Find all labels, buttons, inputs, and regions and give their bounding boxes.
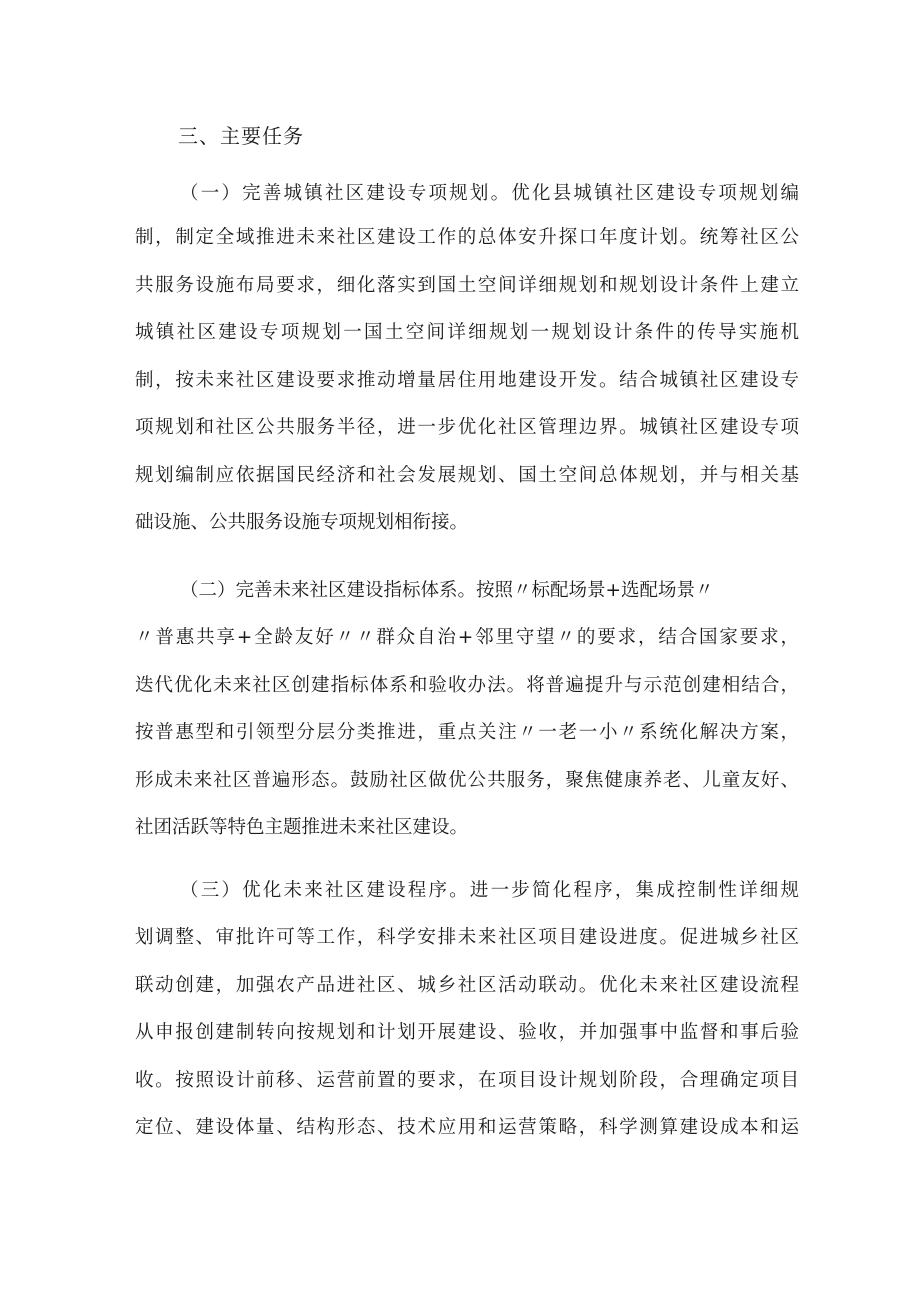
paragraph-line: 定位、建设体量、结构形态、技术应用和运营策略，科学测算建设成本和运 — [135, 1117, 799, 1138]
paragraph-line: 社团活跃等特色主题推进未来社区建设。 — [135, 817, 469, 838]
paragraph-line: 形成未来社区普遍形态。鼓励社区做优公共服务，聚焦健康养老、儿童友好、 — [135, 770, 799, 791]
paragraph-line: 按普惠型和引领型分层分类推进，重点关注〃一老一小〃系统化解决方案， — [135, 722, 799, 743]
paragraph-line: 从申报创建制转向按规划和计划开展建设、验收，并加强事中监督和事后验 — [135, 1022, 799, 1043]
paragraph-line: 共服务设施布局要求，细化落实到国土空间详细规划和规划设计条件上建立 — [135, 275, 799, 296]
paragraph-line: 迭代优化未来社区创建指标体系和验收办法。将普遍提升与示范创建相结合， — [135, 675, 799, 696]
paragraph-line: 制，按未来社区建设要求推动增量居住用地建设开发。结合城镇社区建设专 — [135, 370, 799, 391]
paragraph-line: 〃普惠共享+全龄友好〃〃群众自治+邻里守望〃的要求，结合国家要求， — [135, 627, 799, 648]
paragraph-line: 联动创建，加强农产品进社区、城乡社区活动联动。优化未来社区建设流程 — [135, 975, 799, 996]
paragraph-line: （三）优化未来社区建设程序。进一步简化程序，集成控制性详细规 — [180, 880, 799, 901]
paragraph-line: 划调整、审批许可等工作，科学安排未来社区项目建设进度。促进城乡社区 — [135, 927, 799, 948]
paragraph-line: （一）完善城镇社区建设专项规划。优化县城镇社区建设专项规划编 — [180, 183, 799, 204]
paragraph-line: 制，制定全域推进未来社区建设工作的总体安升探口年度计划。统筹社区公 — [135, 227, 799, 248]
paragraph-line: 础设施、公共服务设施专项规划相衔接。 — [135, 512, 469, 533]
paragraph-line: 收。按照设计前移、运营前置的要求，在项目设计规划阶段，合理确定项目 — [135, 1070, 799, 1091]
paragraph-line: 项规划和社区公共服务半径，进一步优化社区管理边界。城镇社区建设专项 — [135, 417, 799, 438]
section-heading: 三、主要任务 — [178, 124, 304, 148]
paragraph-line: 城镇社区建设专项规划一国土空间详细规划一规划设计条件的传导实施机 — [135, 322, 799, 343]
paragraph-line: 规划编制应依据国民经济和社会发展规划、国土空间总体规划，并与相关基 — [135, 465, 799, 486]
paragraph-line: （二）完善未来社区建设指标体系。按照〃标配场景+选配场景〃 — [180, 580, 714, 601]
